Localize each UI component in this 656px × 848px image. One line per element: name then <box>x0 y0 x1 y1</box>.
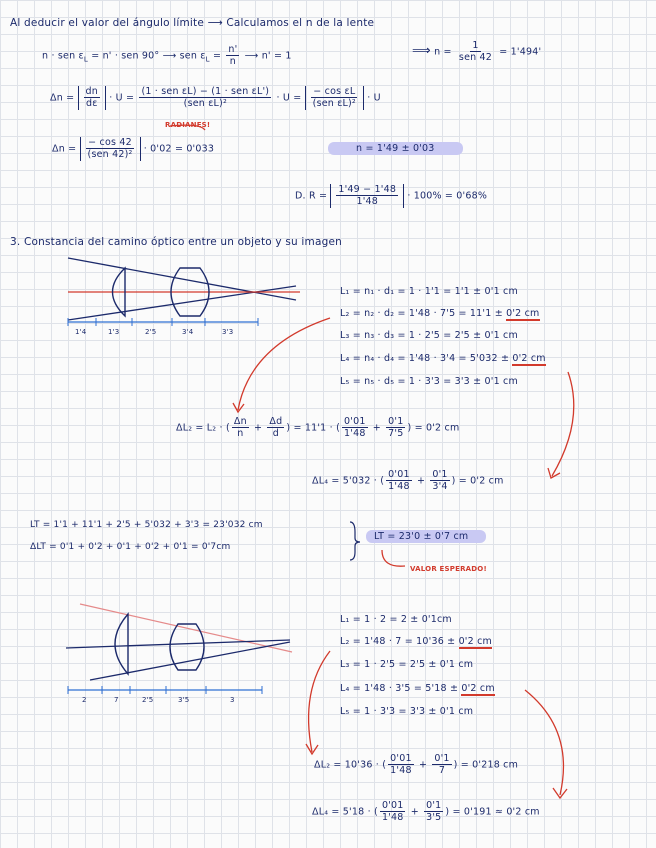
valor-esperado: VALOR ESPERADO! <box>410 565 487 573</box>
abs-den: (sen εL)² <box>312 98 356 110</box>
sen-sub: L <box>205 55 210 64</box>
dd: Δd <box>269 416 283 427</box>
d: d <box>272 428 279 440</box>
dn-formula: Δn = $\frac{dn}{d\varepsilon}$ · U = $\frac{\text{(1 · sen εL) − (1 · sen εL')}}{\text{(sen εL)²}}$ · U = $\frac{\text{− cos εL}}{\text{(sen εL)²}}$ · U <box>50 86 381 110</box>
path-lhs: L₁ = 1 · 2 = 2 ± 0'1cm <box>340 614 452 625</box>
dr-label: D. R = <box>295 190 328 202</box>
delta-tail: = 0'191 ≈ 0'2 cm <box>452 806 540 818</box>
path-row <box>340 659 473 670</box>
delta2-l2: ΔL₂ = 10'36 · ( $\frac{0'01}{1'48}$ + $\frac{0'1}{7}$ ) = 0'218 cm <box>314 753 519 777</box>
section-title: 3. Constancia del camino óptico entre un objeto y su imagen <box>10 236 342 248</box>
path-row <box>340 706 473 717</box>
abs2-den: (sen 42)² <box>87 149 133 161</box>
c-num: 0'01 <box>388 469 410 480</box>
path-row <box>340 376 518 387</box>
path-lhs: L₂ = 1'48 · 7 = 10'36 ± <box>340 636 456 647</box>
tick-label: 1'3 <box>108 328 120 336</box>
a-den: 1'48 <box>390 765 412 777</box>
snell-mid: = n' · sen 90° <box>91 50 160 62</box>
b-num: 0'1 <box>388 416 404 427</box>
delta2-l4: ΔL₄ = 5'18 · ( $\frac{0'01}{1'48}$ + $\frac{0'1}{3'5}$ ) = 0'191 ≈ 0'2 cm <box>312 800 540 824</box>
path-lhs: L₄ = 1'48 · 3'5 = 5'18 ± <box>340 683 459 694</box>
path-row <box>340 636 492 647</box>
brace <box>350 522 360 560</box>
path-row <box>340 683 495 694</box>
dlt-sum: ΔLT = 0'1 + 0'2 + 0'1 + 0'2 + 0'1 = 0'7cm <box>30 542 231 552</box>
radianes-note: RADIANES! <box>165 121 211 129</box>
n: n <box>237 428 244 440</box>
lt-result: LT = 23'0 ± 0'7 cm <box>366 530 486 543</box>
u-label: · U <box>109 92 123 104</box>
u-label-2: · U <box>276 92 291 104</box>
intro-result: Calculamos el n de la lente <box>226 17 375 29</box>
delta-tail: = 0'2 cm <box>414 422 460 434</box>
u-label-3: · U <box>367 92 381 104</box>
n-num: 1 <box>472 40 479 51</box>
delta-label: ΔL₂ = L₂ · <box>176 422 223 434</box>
eq1-den: (sen εL)² <box>183 98 227 110</box>
path-row <box>340 353 546 364</box>
path-lhs: L₄ = n₄ · d₄ = 1'48 · 3'4 = 5'032 ± <box>340 353 510 364</box>
sen-eq: sen ε <box>179 50 206 62</box>
b-num: 0'1 <box>434 753 450 764</box>
c-den: 1'48 <box>388 481 410 493</box>
tick-label: 2 <box>82 696 87 704</box>
dn: Δn <box>233 416 247 427</box>
path-lhs: L₅ = 1 · 3'3 = 3'3 ± 0'1 cm <box>340 706 474 717</box>
tick-label: 2'5 <box>142 696 154 704</box>
tick-label: 7 <box>114 696 119 704</box>
tick-label: 3'3 <box>222 328 234 336</box>
dr-tail: · 100% = 0'68% <box>407 190 488 202</box>
delta-label: ΔL₄ = 5'18 · <box>312 806 371 818</box>
d-num: 0'1 <box>426 800 442 811</box>
path-lhs: L₃ = n₃ · d₃ = 1 · 2'5 = 2'5 ± 0'1 cm <box>340 330 518 341</box>
n-highlight: n = 1'49 ± 0'03 <box>328 142 463 155</box>
n-prime: n' = 1 <box>261 50 292 62</box>
arrow-right-icon: ⟶ <box>162 50 177 62</box>
frac-num: n' <box>228 44 238 55</box>
path-row <box>340 308 540 319</box>
tick-label: 1'4 <box>75 328 87 336</box>
dn2-label: Δn = <box>52 143 77 155</box>
path-tail: 0'2 cm <box>506 308 540 319</box>
tick-label: 3'5 <box>178 696 190 704</box>
path-lhs: L₂ = n₂ · d₂ = 1'48 · 7'5 = 11'1 ± <box>340 308 503 319</box>
delta-tail: = 0'218 cm <box>460 759 519 771</box>
d-den: 3'5 <box>426 812 442 824</box>
dn2-tail: · 0'02 = 0'033 <box>143 143 215 155</box>
tick-label: 3 <box>230 696 235 704</box>
dn-label: Δn = <box>50 92 75 104</box>
lens-diagram-1 <box>68 258 300 326</box>
abs2-num: − cos 42 <box>88 137 132 148</box>
frac-den: n <box>229 56 236 68</box>
path-lhs: L₃ = 1 · 2'5 = 2'5 ± 0'1 cm <box>340 659 474 670</box>
dn-num: dn <box>85 86 98 97</box>
c-num: 0'01 <box>381 800 404 811</box>
intro-text: Al deducir el valor del ángulo límite <box>10 17 205 29</box>
delta-tail: = 0'2 cm <box>458 475 504 487</box>
abs-num: − cos εL <box>313 86 356 97</box>
n-value: = 1'494' <box>499 46 542 58</box>
c-den: 1'48 <box>381 812 404 824</box>
dr-num: 1'49 − 1'48 <box>338 184 397 195</box>
path-tail: 0'2 cm <box>461 683 495 694</box>
snell-sub: L <box>83 55 88 64</box>
delta-label: ΔL₂ = 10'36 · <box>314 759 380 771</box>
snell-line: n · sen $\varepsilon_L = n'$ · sen 90° ⟶ sen $\varepsilon_L$ = $\frac{n'}{n}$ ⟶ n' = 1 <box>42 44 292 68</box>
b-den: 7'5 <box>388 428 404 440</box>
a-den: 1'48 <box>344 428 366 440</box>
path-row <box>340 614 452 625</box>
n-label: n = <box>434 46 452 58</box>
delta-label: ΔL₄ = 5'032 · <box>312 475 378 487</box>
tick-label: 2'5 <box>145 328 157 336</box>
lens-diagram-2 <box>66 604 292 694</box>
d-num: 0'1 <box>432 469 448 480</box>
d-den: 3'4 <box>432 481 448 493</box>
arrow-right-icon: ⟶ <box>244 50 259 62</box>
a-num: 0'01 <box>344 416 366 427</box>
path-tail: 0'2 cm <box>458 636 492 647</box>
path-tail: 0'2 cm <box>512 353 546 364</box>
path-row <box>340 286 518 297</box>
a-num: 0'01 <box>390 753 412 764</box>
dr-den: 1'48 <box>356 196 378 208</box>
tick-label: 3'4 <box>182 328 194 336</box>
path-row <box>340 330 518 341</box>
delta-l2: ΔL₂ = L₂ · ( $\frac{\Delta n}{n}$ + $\frac{\Delta d}{d}$ ) = 11'1 · ( $\frac{0'01}{1'48}$ + $\frac{0'1}{7'5}$ ) = 0'2 cm <box>176 416 460 440</box>
snell-left: n · sen ε <box>42 50 84 62</box>
dn-den: dε <box>85 98 98 110</box>
path-lhs: L₅ = n₅ · d₅ = 1 · 3'3 = 3'3 ± 0'1 cm <box>340 376 518 387</box>
lt-sum: LT = 1'1 + 11'1 + 2'5 + 5'032 + 3'3 = 23'032 cm <box>30 520 263 530</box>
delta-mid: = 11'1 · <box>293 422 333 434</box>
implies-icon: ⟹ <box>412 43 431 59</box>
path-lhs: L₁ = n₁ · d₁ = 1 · 1'1 = 1'1 ± 0'1 cm <box>340 286 518 297</box>
b-den: 7 <box>438 765 446 777</box>
n-den: sen 42 <box>458 52 493 64</box>
arrow-right-icon: ⟶ <box>207 17 223 29</box>
delta-l4: ΔL₄ = 5'032 · ( $\frac{0'01}{1'48}$ + $\frac{0'1}{3'4}$ ) = 0'2 cm <box>312 469 504 493</box>
eq1-num: (1 · sen εL) − (1 · sen εL') <box>141 86 270 97</box>
